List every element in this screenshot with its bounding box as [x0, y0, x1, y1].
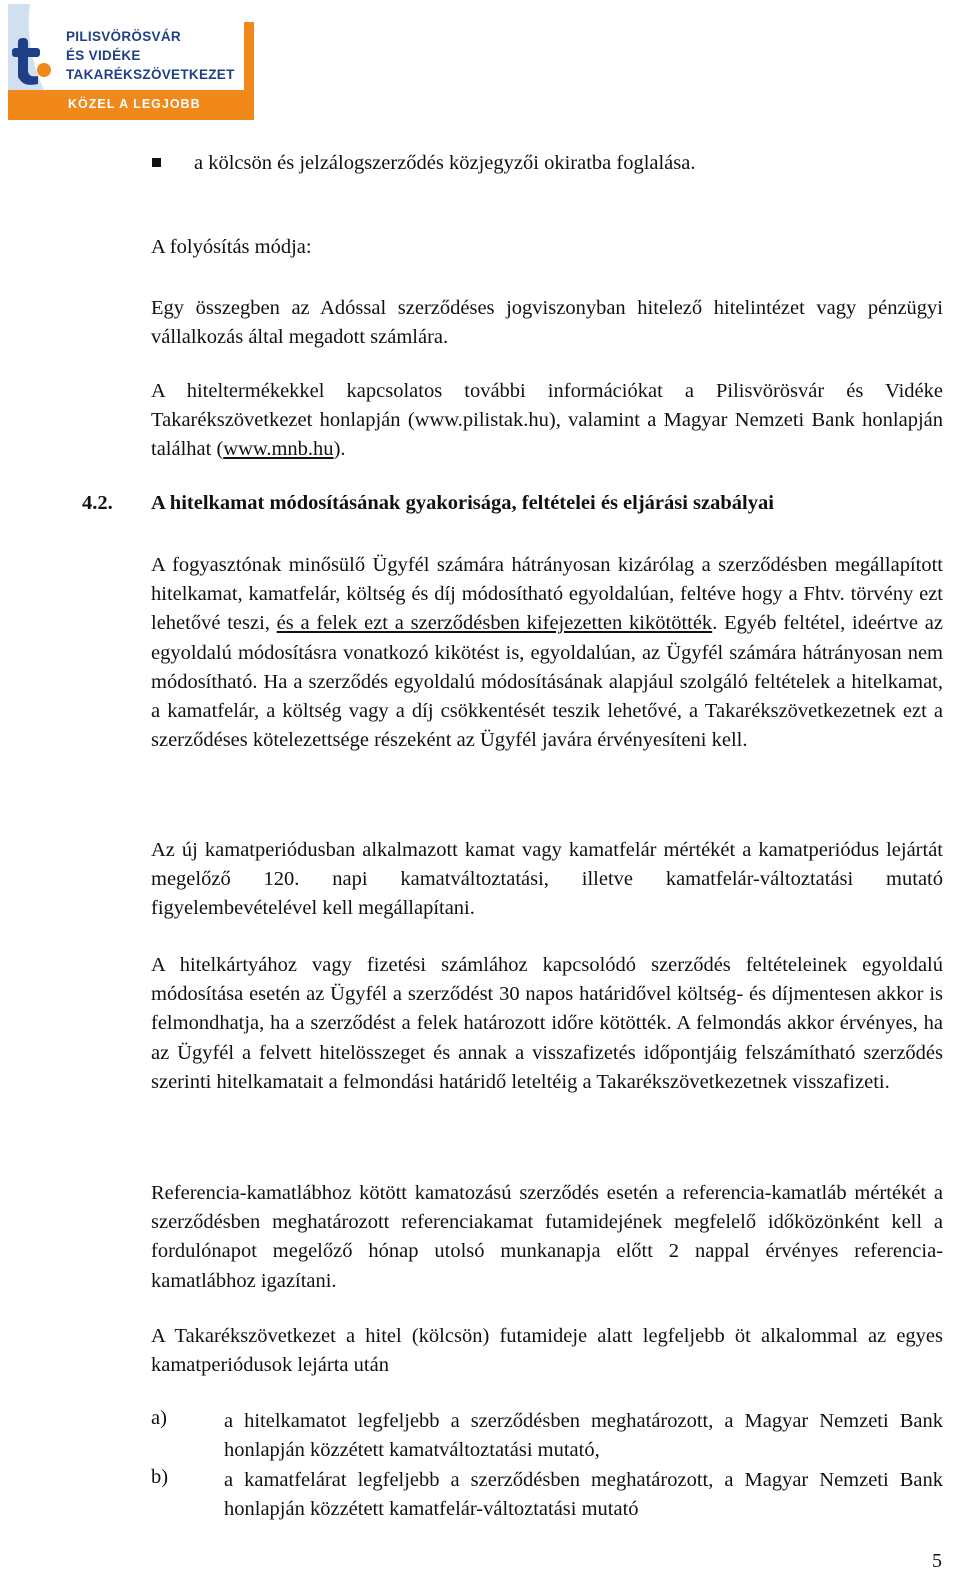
paragraph-4: Referencia-kamatlábhoz kötött kamatozású szerződés esetén a referencia-kamatláb mértékét a szerződésben meghatározott referenciakamat futamidejének megfelelő időközönként kell a fordulónapot megelőző hónap utolsó munkanapja előtt 2 nappal érvényes referencia-kamatlábhoz igazítani.	[151, 1182, 943, 1292]
paragraph-2: Az új kamatperiódusban alkalmazott kamat vagy kamatfelár mértékét a kamatperiódus lejártát megelőző 120. napi kamatváltoztatási, illetve kamatfelár-változtatási mutató figyelembevételével kell megállapítani.	[151, 839, 943, 920]
logo-line-2: ÉS VIDÉKE	[66, 48, 141, 63]
p1-underlined-text: és a felek ezt a szerződésben kifejezetten kikötötték	[276, 612, 713, 635]
info-paragraph	[151, 377, 943, 465]
bullet-icon	[152, 158, 161, 167]
paragraph-3: A hitelkártyához vagy fizetési számlához kapcsolódó szerződés feltételeinek egyoldalú módosítása esetén az Ügyfél a szerződést 30 napos határidővel költség- és díjmentesen akkor is felmondhatja, ha a szerződést a felek határozott időre kötötték. A felmondás akkor érvényes, ha az Ügyfél a felvett hitelösszeget és annak a visszafizetés időpontjáig felszámítható szerződés szerinti hitelkamatait a felmondási határidő leteltéig a Takarékszövetkezetnek visszafizeti.	[151, 954, 943, 1093]
page-number: 5	[932, 1550, 942, 1572]
folyositas-text: Egy összegben az Adóssal szerződéses jogviszonyban hitelező hitelintézet vagy pénzügyi vállalkozás által megadott számlára.	[151, 297, 943, 349]
list-item-a-label: a)	[151, 1407, 167, 1429]
list-item-b-text: a kamatfelárat legfeljebb a szerződésben meghatározott, a Magyar Nemzeti Bank honlapján közzétett kamatfelár-változtatási mutató	[224, 1469, 943, 1521]
folyositas-label: A folyósítás módja:	[151, 236, 312, 258]
list-item-a-text: a hitelkamatot legfeljebb a szerződésben meghatározott, a Magyar Nemzeti Bank honlapján közzétett kamatváltoztatási mutató,	[224, 1410, 943, 1462]
bullet-text: a kölcsön és jelzálogszerződés közjegyzői okiratba foglalása.	[194, 152, 696, 174]
logo-slogan: KÖZEL A LEGJOBB	[68, 97, 201, 111]
section-title: A hitelkamat módosításának gyakorisága, feltételei és eljárási szabályai	[151, 492, 774, 514]
list-item-b-label: b)	[151, 1466, 169, 1488]
paragraph-5: A Takarékszövetkezet a hitel (kölcsön) futamideje alatt legfeljebb öt alkalommal az egyes kamatperiódusok lejárta után	[151, 1325, 943, 1377]
section-number: 4.2.	[82, 492, 113, 514]
paragraph-1	[151, 551, 943, 755]
p1-text-after: . Egyéb feltétel, ideértve az egyoldalú módosításra vonatkozó kikötést is, egyoldalúan, az Ügyfél számára hátrányosan nem módosítható. Ha a szerződés egyoldalú módosításának alapjául szolgáló feltételek a hitelkamat, a kamatfelár, a költség vagy a díj csökkentését teszik lehetővé, a Takarékszövetkezetnek ezt a szerződéses kötelezettsége részeként az Ügyfél javára érvényesíteni kell.	[151, 612, 943, 752]
info-text-after: ).	[333, 438, 346, 461]
p1-text-before: A fogyasztónak minősülő Ügyfél számára hátrányosan kizárólag a szerződésben megállapított hitelkamat, kamatfelár, költség és díj módosítható egyoldalúan, feltéve hogy a Fhtv. törvény ezt lehetővé teszi,	[151, 554, 943, 635]
logo-line-1: PILISVÖRÖSVÁR	[66, 29, 181, 44]
info-text-before: A hiteltermékekkel kapcsolatos további információkat a Pilisvörösvár és Vidéke Takarékszövetkezet honlapján (www.pilistak.hu), valamint a Magyar Nemzeti Bank honlapján találhat (	[151, 380, 943, 461]
mnb-link[interactable]: www.mnb.hu	[223, 438, 334, 461]
logo-line-3: TAKARÉKSZÖVETKEZET	[66, 67, 235, 82]
company-logo	[8, 4, 258, 120]
